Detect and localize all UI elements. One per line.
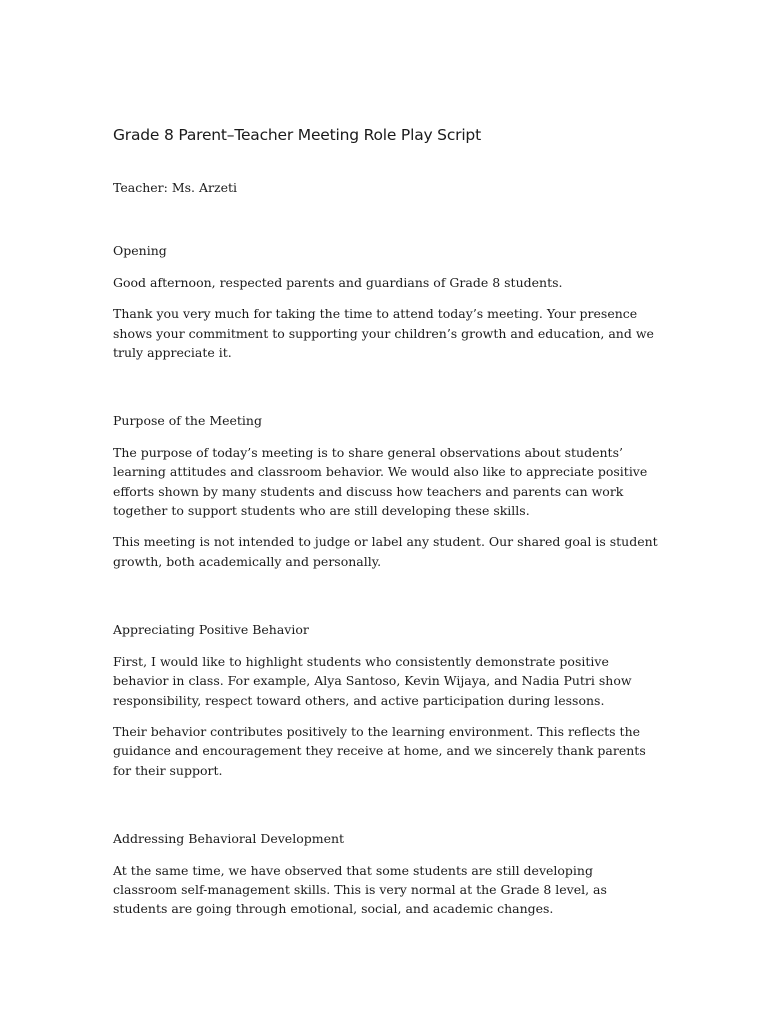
document-title: Grade 8 Parent–Teacher Meeting Role Play Script xyxy=(113,126,481,144)
paragraph: Good afternoon, respected parents and guardians of Grade 8 students. xyxy=(113,274,563,290)
document-page xyxy=(113,122,658,919)
section-heading: Appreciating Positive Behavior xyxy=(113,622,309,638)
paragraph: The purpose of today’s meeting is to share general observations about students’ learning attitudes and classroom behavior. We would also like to appreciate positive efforts shown by many students and discuss how teachers and parents can work together to support students who are still developing these skills. xyxy=(113,444,648,519)
section-heading: Purpose of the Meeting xyxy=(113,413,262,429)
section-heading: Addressing Behavioral Development xyxy=(113,831,345,847)
paragraph: Their behavior contributes positively to the learning environment. This reflects the guidance and encouragement they receive at home, and we sincerely thank parents for their support. xyxy=(113,723,646,778)
teacher-line: Teacher: Ms. Arzeti xyxy=(113,180,237,195)
section-behavioral-development xyxy=(113,829,658,919)
paragraph: Thank you very much for taking the time to attend today’s meeting. Your presence shows your commitment to supporting your children’s growth and education, and we truly appreciate it. xyxy=(113,306,654,361)
section-purpose xyxy=(113,411,658,571)
section-positive-behavior xyxy=(113,620,658,780)
section-opening xyxy=(113,241,658,362)
paragraph: This meeting is not intended to judge or label any student. Our shared goal is student growth, both academically and personally. xyxy=(113,534,658,569)
section-heading: Opening xyxy=(113,243,167,259)
paragraph: First, I would like to highlight students who consistently demonstrate positive behavior in class. For example, Alya Santoso, Kevin Wijaya, and Nadia Putri show responsibility, respect toward others, and active participation during lessons. xyxy=(113,653,632,708)
paragraph: At the same time, we have observed that some students are still developing classroom self-management skills. This is very normal at the Grade 8 level, as students are going through emotional, social, and academic changes. xyxy=(113,862,607,917)
